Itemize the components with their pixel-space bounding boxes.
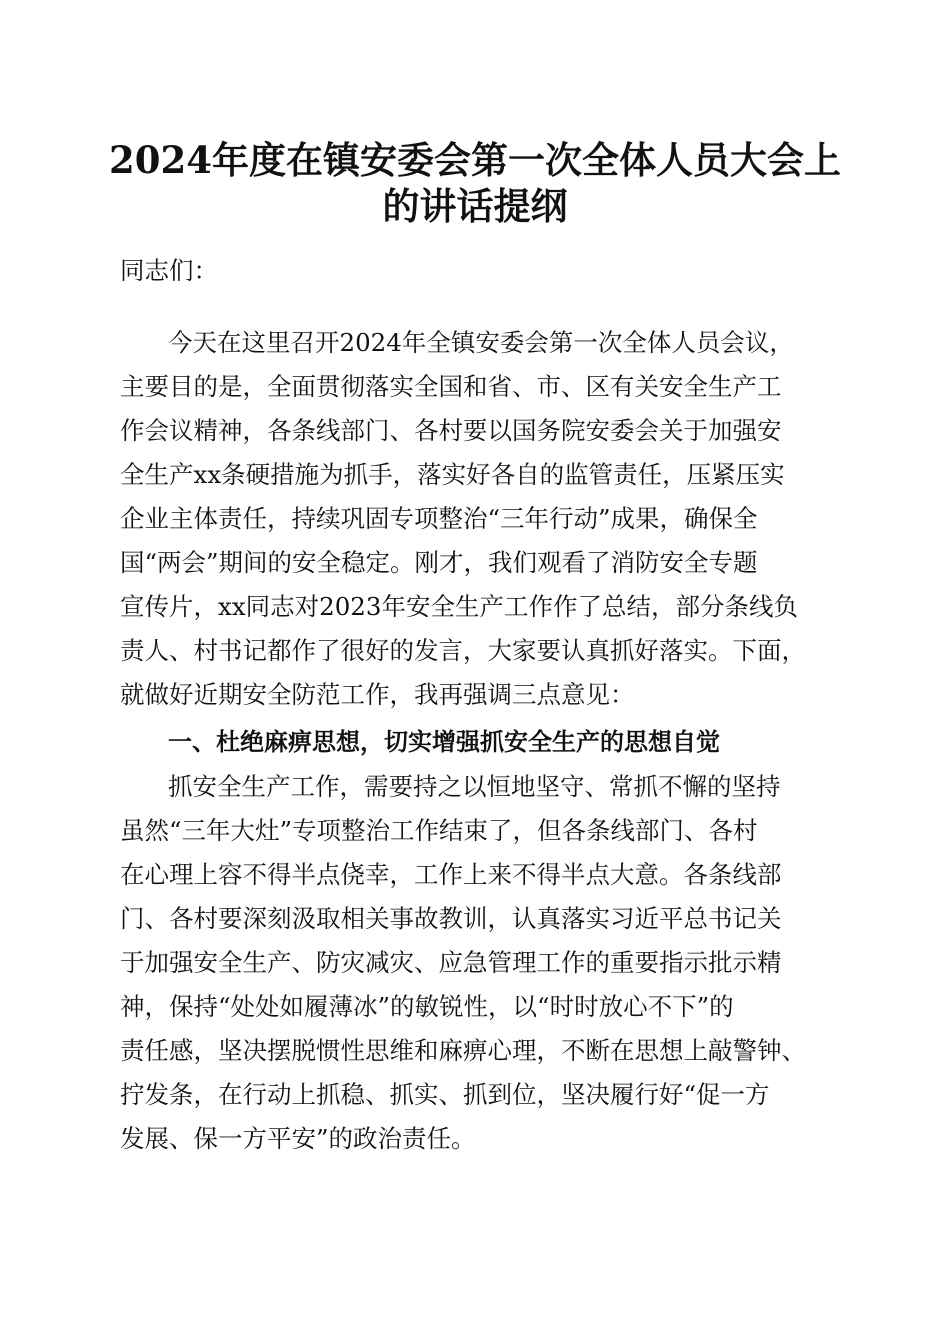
paragraph-2-line: 抓安全生产工作，需要持之以恒地坚守、常抓不懈的坚持 bbox=[168, 772, 781, 801]
document-title-line-1: 2024年度在镇安委会第一次全体人员大会上 bbox=[109, 138, 841, 182]
paragraph-2-line: 发展、保一方平安”的政治责任。 bbox=[120, 1124, 476, 1153]
paragraph-2-line: 拧发条，在行动上抓稳、抓实、抓到位，坚决履行好“促一方 bbox=[120, 1080, 770, 1109]
paragraph-1-line: 全生产xx条硬措施为抓手，落实好各自的监管责任，压紧压实 bbox=[120, 460, 785, 489]
paragraph-2-line: 于加强安全生产、防灾减灾、应急管理工作的重要指示批示精 bbox=[120, 948, 782, 977]
paragraph-1-line: 作会议精神，各条线部门、各村要以国务院安委会关于加强安 bbox=[120, 416, 782, 445]
section-heading-1: 一、杜绝麻痹思想，切实增强抓安全生产的思想自觉 bbox=[168, 728, 720, 756]
paragraph-1-line: 今天在这里召开2024年全镇安委会第一次全体人员会议， bbox=[168, 328, 794, 357]
paragraph-1-line: 就做好近期安全防范工作，我再强调三点意见： bbox=[120, 680, 635, 709]
paragraph-1-line: 企业主体责任，持续巩固专项整治“三年行动”成果，确保全 bbox=[120, 504, 758, 533]
paragraph-1-line: 主要目的是，全面贯彻落实全国和省、市、区有关安全生产工 bbox=[120, 372, 782, 401]
document-title-line-2: 的讲话提纲 bbox=[382, 184, 568, 228]
salutation: 同志们： bbox=[120, 256, 218, 285]
paragraph-2-line: 在心理上容不得半点侥幸，工作上来不得半点大意。各条线部 bbox=[120, 860, 782, 889]
paragraph-1-line: 宣传片，xx同志对2023年安全生产工作作了总结，部分条线负 bbox=[120, 592, 798, 621]
paragraph-1-line: 国“两会”期间的安全稳定。刚才，我们观看了消防安全专题 bbox=[120, 548, 758, 577]
paragraph-2-line: 虽然“三年大灶”专项整治工作结束了，但各条线部门、各村 bbox=[120, 816, 758, 845]
paragraph-2-line: 神，保持“处处如履薄冰”的敏锐性，以“时时放心不下”的 bbox=[120, 992, 734, 1021]
paragraph-2-line: 责任感，坚决摆脱惯性思维和麻痹心理，不断在思想上敲警钟、 bbox=[120, 1036, 806, 1065]
paragraph-2-line: 门、各村要深刻汲取相关事故教训，认真落实习近平总书记关 bbox=[120, 904, 782, 933]
paragraph-1-line: 责人、村书记都作了很好的发言，大家要认真抓好落实。下面， bbox=[120, 636, 806, 665]
